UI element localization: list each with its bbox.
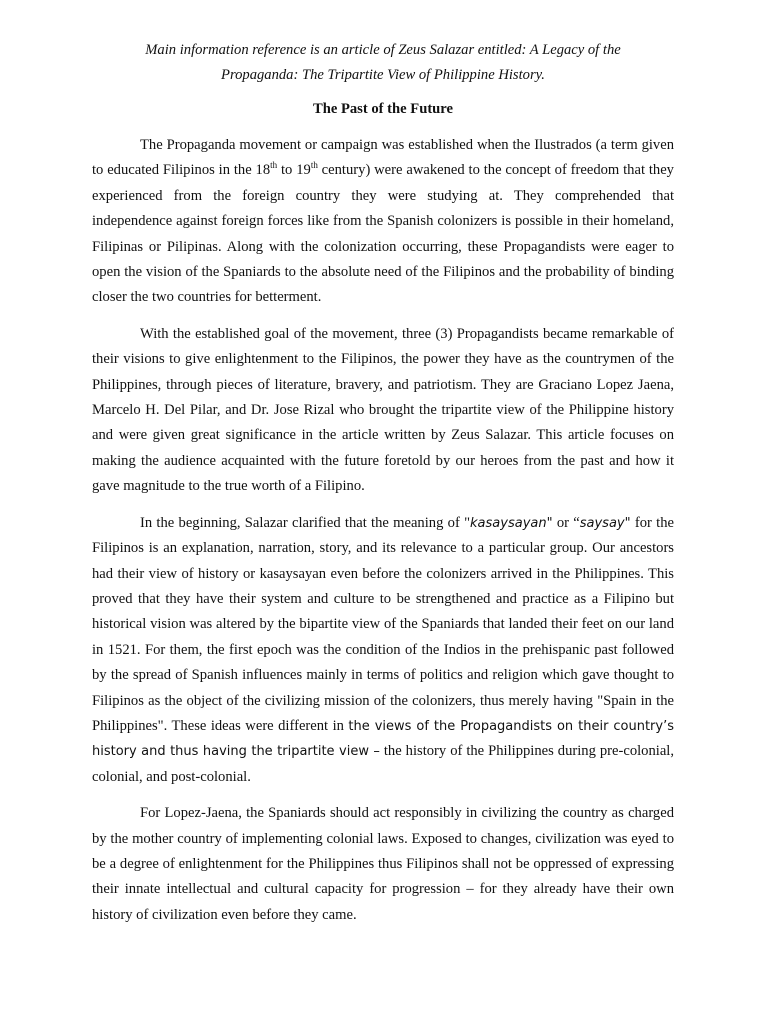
- reference-line-2: Propaganda: The Tripartite View of Philippine History.: [221, 67, 545, 83]
- p3-text-b: or “: [552, 514, 580, 531]
- p1-text-a: The Propaganda movement or campaign was established when the Ilustrados (a term given to educated Filipinos in the 18: [92, 137, 674, 179]
- reference-line-1: Main information reference is an article of Zeus Salazar entitled: A Legacy of the: [145, 42, 621, 58]
- p1-text-b: to 19: [277, 162, 311, 179]
- paragraph-three-propagandists: With the established goal of the movement, three (3) Propagandists became remarkable of their visions to give enlightenment to the Filipinos, the power they have as the countrymen of the Philippines, through pieces of literature, bravery, and patriotism. They are Graciano Lopez Jaena, Marcelo H. Del Pilar, and Dr. Jose Rizal who brought the tripartite view of the Philippine history and were given great significance in the article written by Zeus Salazar. This article focuses on making the audience acquainted with the future foretold by our heroes from the past and how it gave magnitude to the true worth of a Filipino.: [92, 325, 674, 495]
- p1-sup-2: th: [310, 160, 318, 171]
- p1-sup-1: th: [270, 160, 278, 171]
- keyword-kasaysayan: kasaysayan": [470, 515, 553, 531]
- p3-text-c: for the Filipinos is an explanation, narration, story, and its relevance to a particular group. Our ancestors had their view of history or kasaysayan even before the colonizers arrived in the Philippines. This proved that they have their system and culture to be strengthened and practice as a Filipino but historical vision was altered by the bipartite view of the Spaniards that landed their feet on our land in 1521. For them, the first epoch was the condition of the Indios in the prehispanic past followed by the spread of Spanish influences mainly in terms of politics and religion which gave thought to Filipinos as the object of the civilizing mission of the colonizers, thus merely having "Spain in the Philippines". These ideas were different in: [92, 514, 674, 734]
- keyword-saysay: saysay": [579, 515, 631, 531]
- reference-note: [92, 38, 674, 88]
- section-title: The Past of the Future: [313, 101, 453, 117]
- p1-text-c: century) were awakened to the concept of freedom that they experienced from the foreign country they were studying at. They comprehended that independence against foreign forces like from the Spanish colonizers is possible in their homeland, Filipinas or Pilipinas. Along with the colonization occurring, these Propagandists were eager to open the vision of the Spaniards to the absolute need of the Filipinos and the probability of binding closer the two countries for betterment.: [92, 162, 674, 306]
- paragraph-salazar-meaning: [92, 511, 674, 790]
- paragraph-propaganda-movement: [92, 133, 674, 311]
- paragraph-lopez-jaena: For Lopez-Jaena, the Spaniards should act responsibly in civilizing the country as charged by the mother country of implementing colonial laws. Exposed to changes, civilization was eyed to be a degree of enlightenment for the Philippines thus Filipinos shall not be oppressed of expressing their innate intellectual and cultural capacity for progression – for they already have their own history of civilization even before they came.: [92, 805, 674, 923]
- p3-text-a: In the beginning, Salazar clarified that the meaning of ": [140, 514, 471, 531]
- document-page: [92, 38, 674, 928]
- p3-text-d: the views of the Propagandists on their country’s history and thus having the tripartite view –: [92, 718, 674, 760]
- p3-text-e: the history of the Philippines during pre-colonial, colonial, and post-colonial.: [92, 743, 674, 785]
